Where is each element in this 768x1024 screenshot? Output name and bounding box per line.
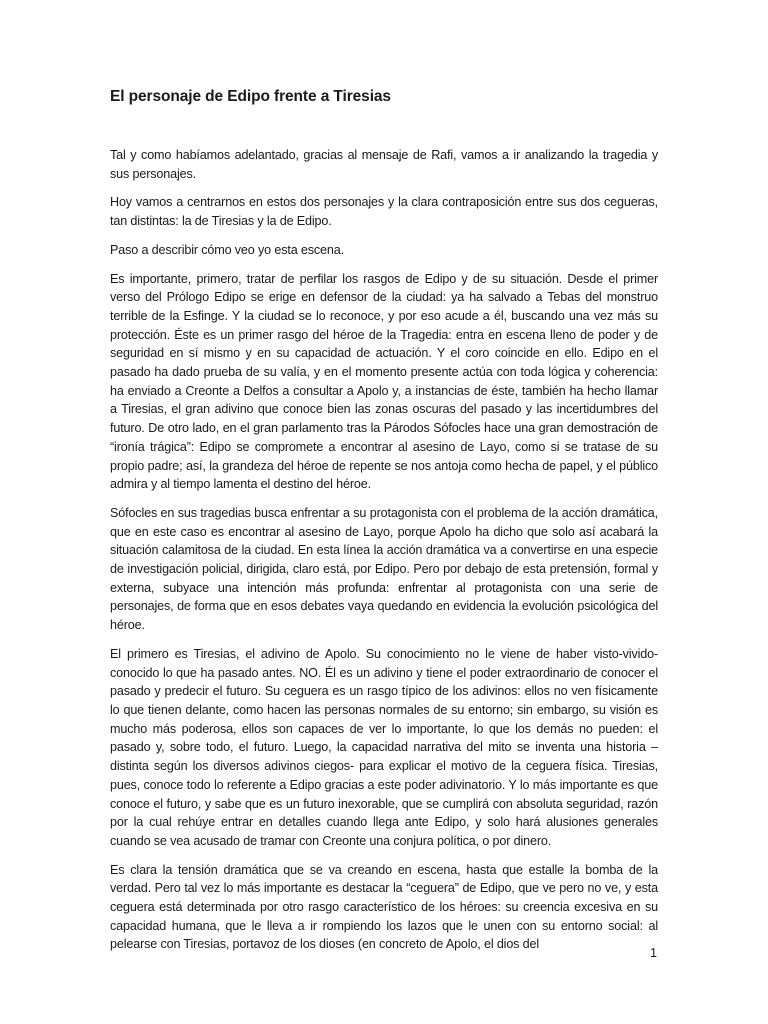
paragraph-3: Paso a describir cómo veo yo esta escena. xyxy=(110,242,344,257)
paragraph-7: Es clara la tensión dramática que se va creando en escena, hasta que estalle la bomba de la verdad. Pero tal vez lo más importante es destacar la “ceguera” de Edipo, que ve pero no ve, y esta ceguera está determinada por otro rasgo característico de los héroes: su creencia excesiva en su capacidad humana, que le lleva a ir rompiendo los lazos que le unen con su entorno social: al pelearse con Tiresias, portavoz de los dioses (en concreto de Apolo, el dios del xyxy=(110,862,658,952)
document-title: El personaje de Edipo frente a Tiresias xyxy=(110,88,391,105)
paragraph-4: Es importante, primero, tratar de perfilar los rasgos de Edipo y de su situación. Desde el primer verso del Prólogo Edipo se erige en defensor de la ciudad: ya ha salvado a Tebas del monstruo terrible de la Esfinge. Y la ciudad se lo reconoce, y por eso acude a él, buscando una vez más su protección. Éste es un primer rasgo del héroe de la Tragedia: entra en escena lleno de poder y de seguridad en sí mismo y en su capacidad de actuación. Y el coro coincide en ello. Edipo en el pasado ha dado prueba de su valía, y en el momento presente actúa con toda lógica y coherencia: ha enviado a Creonte a Delfos a consultar a Apolo y, a instancias de éste, también ha hecho llamar a Tiresias, el gran adivino que conoce bien las zonas oscuras del pasado y las incertidumbres del futuro. De otro lado, en el gran parlamento tras la Párodos Sófocles hace una gran demostración de “ironía trágica”: Edipo se compromete a encontrar al asesino de Layo, como si se tratase de su propio padre; así, la grandeza del héroe de repente se nos antoja como hecha de papel, y el público admira y al tiempo lamenta el destino del héroe. xyxy=(110,271,658,492)
paragraph-1: Tal y como habíamos adelantado, gracias al mensaje de Rafi, vamos a ir analizando la tragedia y sus personajes. xyxy=(110,148,658,181)
document-body xyxy=(110,146,658,964)
page-number: 1 xyxy=(650,946,658,960)
paragraph-2: Hoy vamos a centrarnos en estos dos personajes y la clara contraposición entre sus dos cegueras, tan distintas: la de Tiresias y la de Edipo. xyxy=(110,195,658,229)
paragraph-5: Sófocles en sus tragedias busca enfrentar a su protagonista con el problema de la acción dramática, que en este caso es encontrar al asesino de Layo, porque Apolo ha dicho que solo así acabará la situación calamitosa de la ciudad. En esta línea la acción dramática va a convertirse en una especie de investigación policial, dirigida, claro está, por Edipo. Pero por debajo de esta pretensión, formal y externa, subyace una intención más profunda: enfrentar al protagonista con una serie de personajes, de forma que en esos debates vaya quedando en evidencia la evolución psicológica del héroe. xyxy=(110,505,658,633)
paragraph-6: El primero es Tiresias, el adivino de Apolo. Su conocimiento no le viene de haber visto-vivido-conocido lo que ha pasado antes. NO. Él es un adivino y tiene el poder extraordinario de conocer el pasado y predecir el futuro. Su ceguera es un rasgo típico de los adivinos: ellos no ven físicamente lo que tienen delante, como hacen las personas normales de su entorno; sin embargo, su visión es mucho más poderosa, ellos son capaces de ver lo importante, lo que los demás no pueden: el pasado y, sobre todo, el futuro. Luego, la capacidad narrativa del mito se inventa una historia –distinta según los diversos adivinos ciegos- para explicar el motivo de la ceguera física. Tiresias, pues, conoce todo lo referente a Edipo gracias a este poder adivinatorio. Y lo más importante es que conoce el futuro, y sabe que es un futuro inexorable, que se cumplirá con absoluta seguridad, razón por la cual rehúye entrar en detalles cuando llega ante Edipo, y solo hará alusiones generales cuando se vea acusado de tramar con Creonte una conjura política, o por dinero. xyxy=(110,646,658,848)
